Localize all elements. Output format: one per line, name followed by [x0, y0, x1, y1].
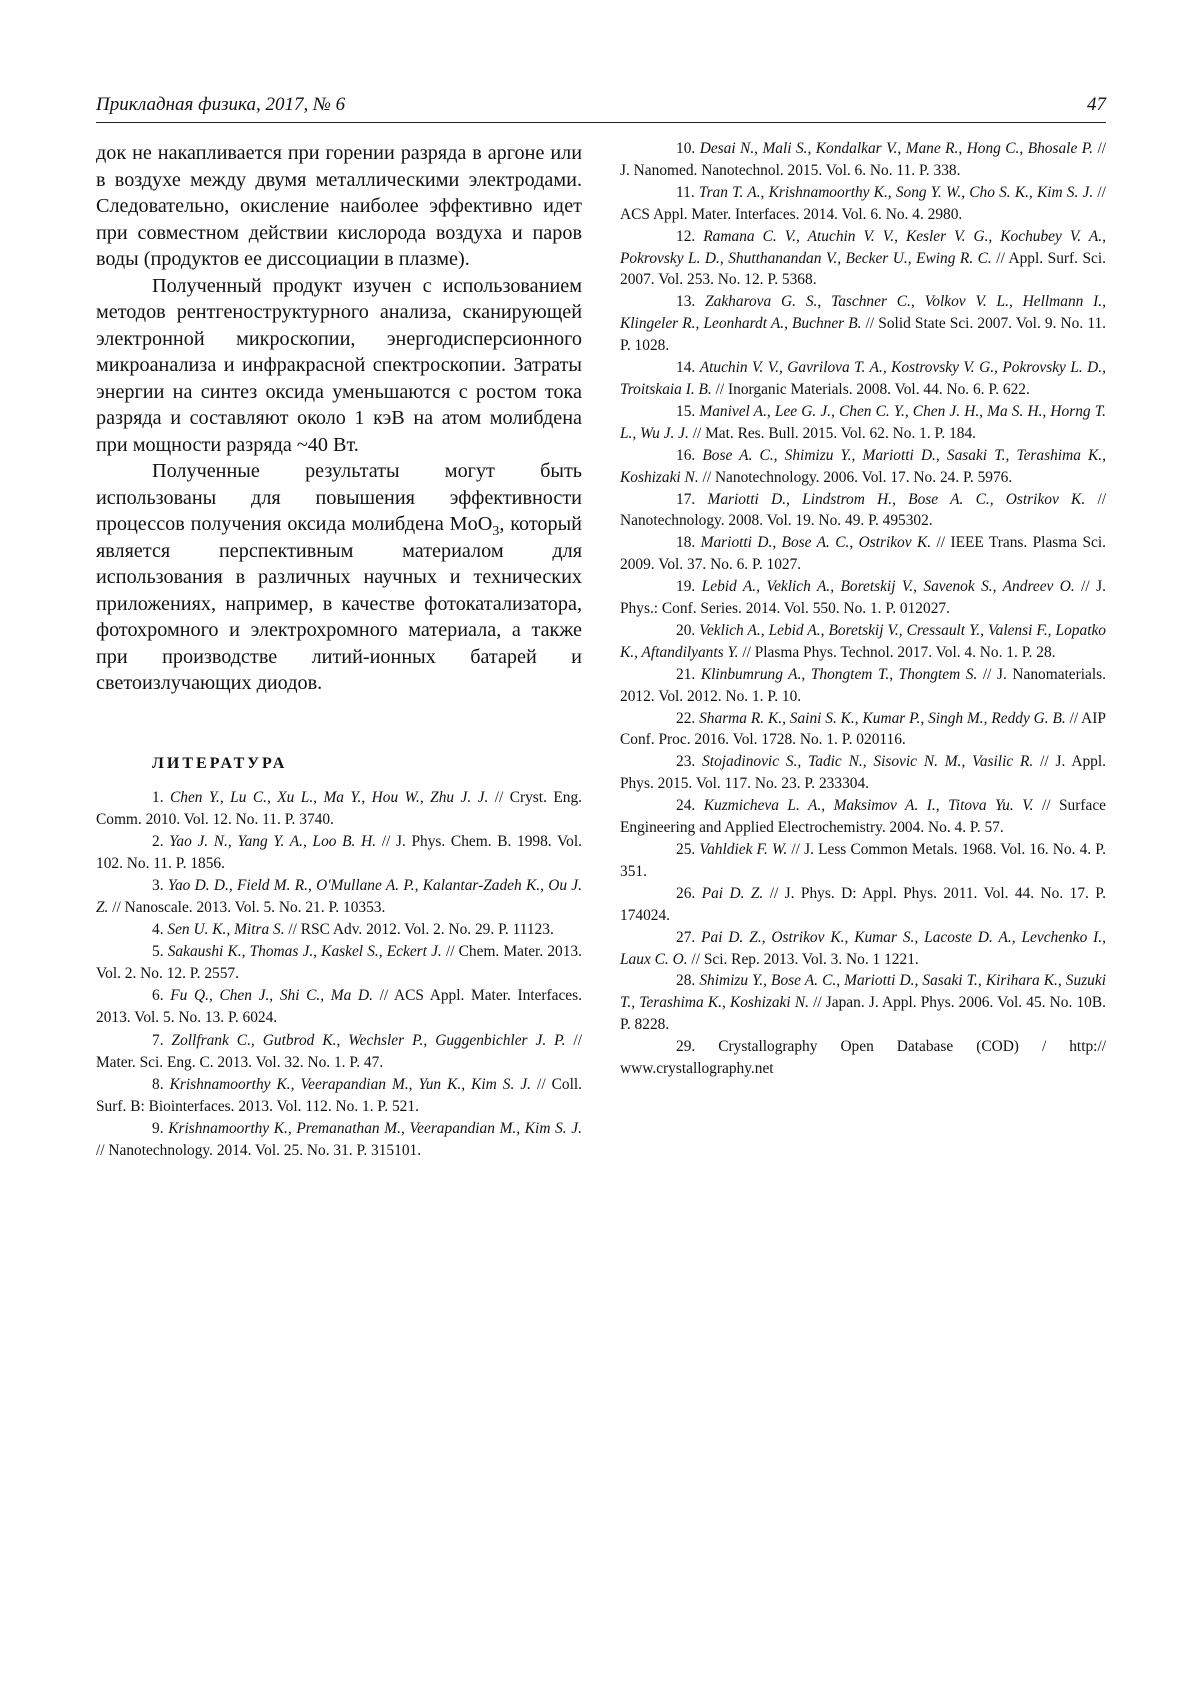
paragraph-text: Полученные результаты могут быть использованы для повышения эффективности процессов получения оксида молибдена MoO — [96, 460, 582, 535]
reference-number: 20. — [676, 621, 696, 639]
reference-number: 27. — [676, 928, 696, 946]
reference-number: 7. — [152, 1031, 164, 1049]
reference-number: 19. — [676, 578, 696, 596]
reference-number: 2. — [152, 832, 164, 850]
reference-authors: Lebid A., Veklich A., Boretskij V., Savenok S., Andreev O. — [701, 578, 1075, 596]
reference-source: // ACS Appl. Mater. Interfaces. 2014. Vol. 6. No. 4. 2980. — [620, 183, 1106, 223]
reference-authors: Bose A. C., Shimizu Y., Mariotti D., Sasaki T., Terashima K., Koshizaki N. — [620, 446, 1106, 486]
reference-item — [620, 576, 1106, 620]
reference-authors: Zollfrank C., Gutbrod K., Wechsler P., Guggenbichler J. P. — [171, 1031, 566, 1049]
reference-number: 28. — [676, 972, 696, 990]
reference-number: 18. — [676, 534, 696, 552]
reference-source: // Nanotechnology. 2006. Vol. 17. No. 24. P. 5976. — [702, 468, 1013, 486]
reference-number: 15. — [676, 402, 696, 420]
reference-item — [620, 445, 1106, 489]
reference-source: // Appl. Surf. Sci. 2007. Vol. 253. No. 12. P. 5368. — [620, 249, 1106, 289]
reference-item — [620, 489, 1106, 533]
reference-number: 23. — [676, 753, 696, 771]
paragraph-text: , который является перспективным материалом для использования в различных научных и технических приложениях, например, в качестве фотокатализатора, фотохромного и электрохромного материала, а также при производстве литий-ионных батарей и светоизлучающих диодов. — [96, 513, 582, 694]
reference-source: // AIP Conf. Proc. 2016. Vol. 1728. No. 1. P. 020116. — [620, 709, 1106, 749]
reference-authors: Desai N., Mali S., Kondalkar V., Mane R., Hong C., Bhosale P. — [699, 140, 1093, 157]
reference-item — [620, 883, 1106, 927]
reference-number: 10. — [676, 140, 696, 157]
reference-item — [96, 831, 582, 875]
reference-number: 1. — [152, 788, 164, 806]
reference-source: // Mater. Sci. Eng. C. 2013. Vol. 32. No. 1. P. 47. — [96, 1031, 582, 1071]
reference-number: 26. — [676, 884, 696, 902]
reference-number: 21. — [676, 665, 696, 683]
reference-authors: Pai D. Z., Ostrikov K., Kumar S., Lacoste D. A., Levchenko I., Laux C. O. — [620, 928, 1106, 968]
reference-authors: Zakharova G. S., Taschner C., Volkov V. L., Hellmann I., Klingeler R., Leonhardt A., Buchner B. — [620, 293, 1106, 333]
reference-number: 17. — [676, 490, 696, 508]
reference-source: // Surface Engineering and Applied Electrochemistry. 2004. No. 4. P. 57. — [620, 797, 1106, 837]
reference-authors: Yao J. N., Yang Y. A., Loo B. H. — [169, 832, 377, 850]
reference-item — [620, 664, 1106, 708]
reference-number: 13. — [676, 293, 696, 311]
reference-source: // J. Phys.: Conf. Series. 2014. Vol. 550. No. 1. P. 012027. — [620, 578, 1106, 618]
reference-authors: Sakaushi K., Thomas J., Kaskel S., Eckert J. — [167, 943, 442, 961]
left-column — [96, 140, 582, 1162]
reference-authors: Chen Y., Lu C., Xu L., Ma Y., Hou W., Zhu J. J. — [169, 788, 489, 806]
reference-item — [620, 795, 1106, 839]
reference-number: 3. — [152, 876, 164, 894]
reference-source: // J. Phys. D: Appl. Phys. 2011. Vol. 44. No. 17. P. 174024. — [620, 884, 1106, 924]
reference-number: 25. — [676, 841, 696, 858]
reference-number: 11. — [676, 183, 695, 201]
reference-number: 9. — [152, 1119, 164, 1137]
reference-number: 29. — [676, 1038, 696, 1056]
reference-item — [96, 1074, 582, 1118]
reference-item — [620, 401, 1106, 445]
reference-number: 5. — [152, 943, 164, 961]
reference-authors: Sen U. K., Mitra S. — [167, 921, 285, 939]
reference-item — [620, 182, 1106, 226]
reference-authors: Sharma R. K., Saini S. K., Kumar P., Singh M., Reddy G. B. — [699, 709, 1066, 727]
reference-item — [620, 1036, 1106, 1080]
reference-authors: Atuchin V. V., Gavrilova T. A., Kostrovsky V. G., Pokrovsky L. D., Troitskaia I. B. — [620, 359, 1106, 398]
reference-item — [620, 751, 1106, 795]
reference-authors: Kuzmicheva L. A., Maksimov A. I., Titova Yu. V. — [703, 797, 1034, 815]
reference-authors: Veklich A., Lebid A., Boretskij V., Cressault Y., Valensi F., Lopatko K., Aftandilyants Y. — [620, 621, 1106, 661]
body-paragraph: док не накапливается при горении разряда в аргоне или в воздухе между двумя металлическими электродами. Следовательно, окисление наиболее эффективно идет при совместном действии кислорода воздуха и паров воды (продуктов ее диссоциации в плазме). — [96, 142, 582, 270]
reference-number: 12. — [676, 227, 696, 245]
journal-title: Прикладная физика, 2017, № 6 — [96, 94, 346, 115]
reference-source: // Inorganic Materials. 2008. Vol. 44. No. 6. P. 622. — [715, 380, 1030, 398]
reference-source: // Plasma Phys. Technol. 2017. Vol. 4. No. 1. P. 28. — [742, 643, 1056, 661]
reference-item — [620, 226, 1106, 292]
reference-number: 22. — [676, 709, 696, 727]
page-number: 47 — [1087, 94, 1106, 115]
reference-authors: Tran T. A., Krishnamoorthy K., Song Y. W., Cho S. K., Kim S. J. — [698, 183, 1094, 201]
reference-source: // Coll. Surf. B: Biointerfaces. 2013. Vol. 112. No. 1. P. 521. — [96, 1075, 582, 1115]
reference-authors: Mariotti D., Lindstrom H., Bose A. C., Ostrikov K. — [707, 490, 1086, 508]
reference-authors: Yao D. D., Field M. R., O'Mullane A. P., Kalantar-Zadeh K., Ou J. Z. — [96, 876, 582, 916]
reference-source: // Mat. Res. Bull. 2015. Vol. 62. No. 1. P. 184. — [692, 424, 977, 442]
reference-item — [620, 708, 1106, 752]
reference-authors: Fu Q., Chen J., Shi C., Ma D. — [170, 987, 373, 1005]
references-heading: ЛИТЕРАТУРА — [152, 754, 288, 772]
reference-authors: Shimizu Y., Bose A. C., Mariotti D., Sasaki T., Kirihara K., Suzuki T., Terashima K., Koshizaki N. — [620, 972, 1106, 1012]
reference-authors: Klinbumrung A., Thongtem T., Thongtem S. — [700, 665, 978, 683]
reference-source: // IEEE Trans. Plasma Sci. 2009. Vol. 37. No. 6. P. 1027. — [620, 534, 1106, 574]
reference-authors: Stojadinovic S., Tadic N., Sisovic N. M., Vasilic R. — [702, 753, 1034, 771]
reference-source: // Chem. Mater. 2013. Vol. 2. No. 12. P. 2557. — [96, 943, 582, 983]
reference-source: Crystallography Open Database (COD) / http:// www.crystallography.net — [620, 1038, 1106, 1078]
subscript: 3 — [492, 523, 500, 540]
reference-source: // Nanotechnology. 2008. Vol. 19. No. 49. P. 495302. — [620, 490, 1106, 530]
reference-item — [96, 919, 582, 941]
reference-source: // J. Appl. Phys. 2015. Vol. 117. No. 23. P. 233304. — [620, 753, 1106, 793]
reference-number: 14. — [676, 359, 696, 377]
reference-item — [620, 532, 1106, 576]
reference-item — [96, 985, 582, 1029]
reference-authors: Krishnamoorthy K., Premanathan M., Veerapandian M., Kim S. J. — [168, 1119, 582, 1137]
reference-item — [96, 941, 582, 985]
reference-source: // Japan. J. Appl. Phys. 2006. Vol. 45. No. 10B. P. 8228. — [620, 994, 1106, 1034]
reference-authors: Pai D. Z. — [701, 884, 764, 902]
reference-item — [620, 970, 1106, 1036]
reference-source: // J. Nanomed. Nanotechnol. 2015. Vol. 6. No. 11. P. 338. — [620, 140, 1106, 179]
reference-number: 6. — [152, 987, 164, 1005]
reference-authors: Vahldiek F. W. — [699, 841, 788, 858]
reference-source: // Solid State Sci. 2007. Vol. 9. No. 11. P. 1028. — [620, 315, 1106, 355]
reference-source: // Cryst. Eng. Comm. 2010. Vol. 12. No. 11. P. 3740. — [96, 788, 582, 828]
reference-item — [96, 875, 582, 919]
reference-item — [96, 1118, 582, 1162]
reference-item — [620, 927, 1106, 971]
reference-source: // Sci. Rep. 2013. Vol. 3. No. 1 1221. — [691, 950, 919, 968]
reference-item — [620, 138, 1106, 182]
reference-number: 8. — [152, 1075, 164, 1093]
reference-number: 4. — [152, 921, 164, 939]
reference-authors: Manivel A., Lee G. J., Chen C. Y., Chen J. H., Ma S. H., Horng T. L., Wu J. J. — [620, 402, 1106, 442]
reference-number: 16. — [676, 446, 696, 464]
body-paragraph — [96, 458, 582, 697]
reference-authors: Krishnamoorthy K., Veerapandian M., Yun K., Kim S. J. — [169, 1075, 532, 1093]
right-column — [620, 138, 1106, 1080]
reference-number: 24. — [676, 797, 696, 815]
reference-item — [96, 1030, 582, 1074]
reference-source: // RSC Adv. 2012. Vol. 2. No. 29. P. 11123. — [288, 921, 554, 939]
reference-list — [96, 787, 582, 1163]
reference-source: // J. Nanomaterials. 2012. Vol. 2012. No. 1. P. 10. — [620, 665, 1106, 705]
reference-item — [620, 839, 1106, 883]
reference-item — [96, 787, 582, 831]
reference-item — [620, 357, 1106, 401]
reference-source: // J. Less Common Metals. 1968. Vol. 16. No. 4. P. 351. — [620, 841, 1106, 880]
reference-source: // J. Phys. Chem. B. 1998. Vol. 102. No. 11. P. 1856. — [96, 832, 582, 872]
body-paragraph: Полученный продукт изучен с использованием методов рентгеноструктурного анализа, сканирующей электронной микроскопии, энергодисперсионного микроанализа и инфракрасной спектроскопии. Затраты энергии на синтез оксида уменьшаются с ростом тока разряда и составляют около 1 кэВ на атом молибдена при мощности разряда ~40 Вт. — [96, 274, 582, 456]
reference-item — [620, 620, 1106, 664]
reference-authors: Mariotti D., Bose A. C., Ostrikov K. — [700, 534, 932, 552]
running-header — [96, 94, 1106, 123]
reference-item — [620, 291, 1106, 357]
reference-source: // Nanotechnology. 2014. Vol. 25. No. 31. P. 315101. — [96, 1142, 422, 1159]
reference-authors: Ramana C. V., Atuchin V. V., Kesler V. G., Kochubey V. A., Pokrovsky L. D., Shutthanandan V., Becker U., Ewing R. C. — [620, 227, 1106, 267]
reference-list — [620, 138, 1106, 1080]
reference-source: // Nanoscale. 2013. Vol. 5. No. 21. P. 10353. — [112, 898, 386, 916]
reference-source: // ACS Appl. Mater. Interfaces. 2013. Vol. 5. No. 13. P. 6024. — [96, 987, 582, 1027]
